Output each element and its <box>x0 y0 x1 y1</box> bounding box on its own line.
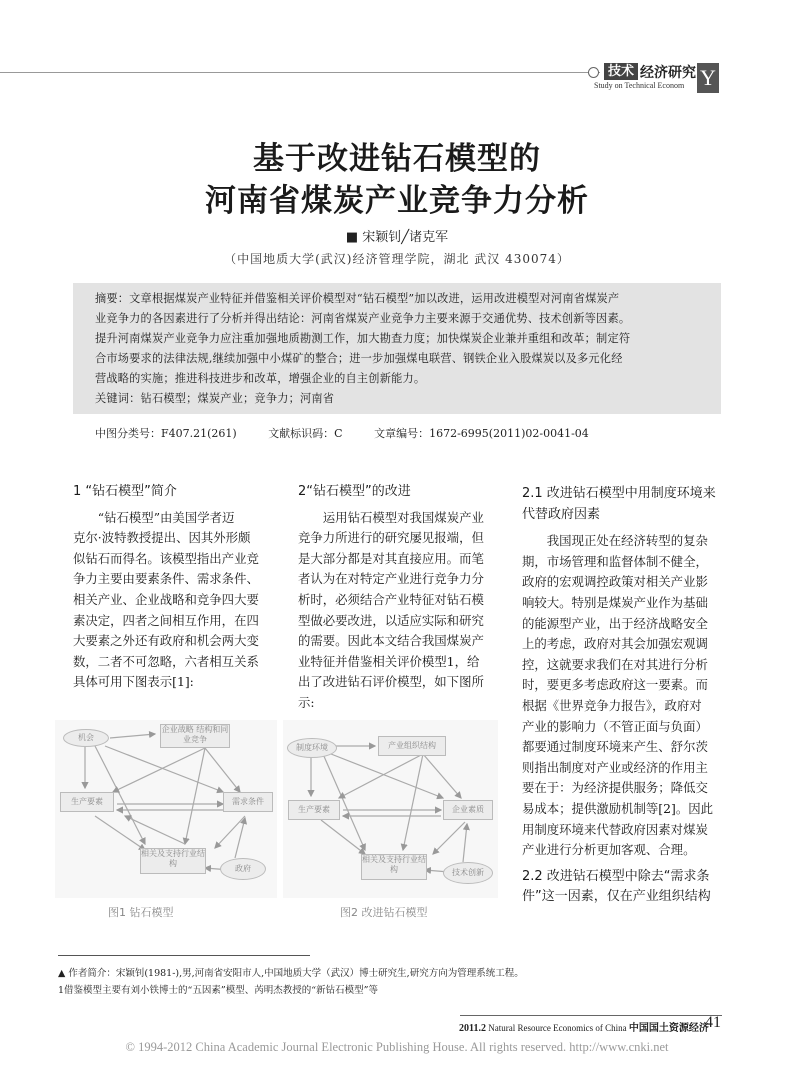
body-line: 者认为在对特定产业进行竞争力分 <box>298 571 484 587</box>
section-heading-2-1-cont: 代替政府因素 <box>522 506 601 522</box>
header-letter-badge: Y <box>697 63 719 93</box>
body-line: 竞争力所进行的研究屡见报端，但 <box>298 530 484 546</box>
body-line: 用制度环境来代替政府因素对煤炭 <box>522 821 708 837</box>
figure-2-improved-model <box>283 720 498 898</box>
footer-issue: 2011.2 <box>459 1023 486 1034</box>
body-line: 政府的宏观调控政策对相关产业影 <box>522 574 708 590</box>
affiliation: （中国地质大学(武汉)经济管理学院，湖北 武汉 430074） <box>224 252 570 266</box>
body-line: 是大部分都是对其直接应用。而笔 <box>298 550 484 566</box>
body-line: 响较大。特别是煤炭产业作为基础 <box>522 594 708 610</box>
body-line: 出了改进钻石评价模型，如下图所 <box>298 674 484 690</box>
clc-number: 中图分类号：F407.21(261) <box>95 427 237 440</box>
paper-title-line2: 河南省煤炭产业竞争力分析 <box>205 183 589 219</box>
abstract-line: 摘要：文章根据煤炭产业特征并借鉴相关评价模型对“钻石模型”加以改进，运用改进模型对河南省煤炭产 <box>95 292 620 305</box>
keywords: 关键词：钻石模型；煤炭产业；竞争力；河南省 <box>95 392 335 405</box>
footnote-rule <box>58 955 310 956</box>
body-line: 时，要更多考虑政府这一要素。而 <box>522 677 708 693</box>
body-line: 示: <box>298 694 315 710</box>
abstract-line: 提升河南煤炭产业竞争力应注重加强地质勘测工作，加大勘查力度；加快煤炭企业兼并重组和改革；制定符 <box>95 332 631 345</box>
body-line: “钻石模型”由美国学者迈 <box>97 509 235 525</box>
body-line: 数，二者不可忽略，六者相互关系 <box>73 653 259 669</box>
abstract-line: 合市场要求的法律法规,继续加强中小煤矿的整合；进一步加强煤电联营、钢铁企业入股煤炭以及多元化经 <box>95 352 623 365</box>
body-line: 具体可用下图表示[1]: <box>73 674 194 690</box>
node-tech-innovation: 技术创新 <box>443 862 493 884</box>
body-line: 都要通过制度环境来产生、舒尔茨 <box>522 739 708 755</box>
body-line: 相关产业、企业战略和竞争四大要 <box>73 591 259 607</box>
copyright-watermark: © 1994-2012 China Academic Journal Electronic Publishing House. All rights reserved. http://www.cnki.net <box>125 1040 669 1054</box>
section-heading-2-2-cont: 件”这一因素，仅在产业组织结构 <box>522 889 711 905</box>
body-line: 素决定，四者之间相互作用，在四 <box>73 612 259 628</box>
body-line: 的需要。因此本文结合我国煤炭产 <box>298 633 484 649</box>
column-2 <box>298 482 508 714</box>
node-government: 政府 <box>220 858 266 880</box>
column-1 <box>73 482 283 693</box>
footer-journal-english: Natural Resource Economics of China <box>488 1023 627 1033</box>
body-line: 产业的影响力（不管正面与负面） <box>522 718 708 734</box>
column-3 <box>522 484 732 908</box>
page-number: 41 <box>705 1014 721 1031</box>
node-factor: 生产要素 <box>288 800 340 820</box>
section-heading-1: 1 “钻石模型”简介 <box>73 484 177 499</box>
header-section-label: 技术 <box>604 63 638 80</box>
footnote-1: 1借鉴模型主要有刘小铁博士的“五因素”模型、芮明杰教授的“新钻石模型”等 <box>58 985 378 996</box>
body-line: 争力主要由要素条件、需求条件、 <box>73 571 259 587</box>
node-related: 相关及支持行业结构 <box>361 854 427 880</box>
node-strategy: 企业战略 结构和同业竞争 <box>160 724 230 748</box>
body-line: 大要素之外还有政府和机会两大变 <box>73 633 259 649</box>
body-line: 克尔·波特教授提出、因其外形颇 <box>73 530 251 546</box>
section-heading-2: 2“钻石模型”的改进 <box>298 484 411 499</box>
body-line: 似钻石而得名。该模型指出产业竞 <box>73 550 259 566</box>
author-note: ▲ 作者简介：宋颖钊(1981-),男,河南省安阳市人,中国地质大学（武汉）博士研究生,研究方向为管理系统工程。 <box>58 968 524 979</box>
abstract-line: 业竞争力的各因素进行了分析并得出结论：河南省煤炭产业竞争力主要来源于交通优势、技术创新等因素。 <box>95 312 631 325</box>
node-institution: 制度环境 <box>287 738 337 758</box>
article-number: 文章编号：1672-6995(2011)02-0041-04 <box>374 427 589 440</box>
node-industry-org: 产业组织结构 <box>378 736 446 756</box>
node-factor: 生产要素 <box>60 792 114 812</box>
node-related: 相关及支持行业结构 <box>140 848 206 874</box>
body-line: 运用钻石模型对我国煤炭产业 <box>322 509 484 525</box>
authors: ■ 宋颖钊╱诸克军 <box>345 230 449 245</box>
body-line: 产业进行分析更加客观、合理。 <box>522 842 696 858</box>
classification-line <box>95 425 589 441</box>
body-line: 上的考虑，政府对其会加强宏观调 <box>522 636 708 652</box>
body-line: 型做必要改进，以适应实际和研究 <box>298 612 484 628</box>
header-rule <box>0 72 600 73</box>
body-line: 易成本；提供激励机制等[2]。因此 <box>522 800 714 816</box>
node-enterprise-quality: 企业素质 <box>443 800 493 820</box>
body-line: 我国现正处在经济转型的复杂 <box>546 533 708 549</box>
figure-2-caption: 图2 改进钻石模型 <box>340 906 428 919</box>
node-demand: 需求条件 <box>223 792 273 812</box>
abstract-line: 营战略的实施；推进科技进步和改革，增强企业的自主创新能力。 <box>95 372 426 385</box>
figure-1-caption: 图1 钻石模型 <box>108 906 174 919</box>
body-line: 的能源型产业，出于经济战略安全 <box>522 615 708 631</box>
figure-1-diamond-model <box>55 720 277 898</box>
footer-journal-chinese: 中国国土资源经济 <box>628 1023 709 1034</box>
body-line: 根据《世界竞争力报告》，政府对 <box>522 697 702 713</box>
section-heading-2-1: 2.1 改进钻石模型中用制度环境来 <box>522 486 716 501</box>
body-line: 控，这就要求我们在对其进行分析 <box>522 656 708 672</box>
body-line: 则指出制度对产业或经济的作用主 <box>522 759 708 775</box>
footer-journal-info <box>459 1019 709 1034</box>
body-line: 要在于：为经济提供服务；降低交 <box>522 780 708 796</box>
header-circle-ornament <box>588 67 599 78</box>
node-chance: 机会 <box>63 729 109 747</box>
header-journal-name: 经济研究 <box>640 65 696 81</box>
document-code: 文献标识码：C <box>268 427 343 440</box>
footer-rule <box>460 1015 722 1016</box>
body-line: 析时，必须结合产业特征对钻石模 <box>298 591 484 607</box>
paper-title-line1: 基于改进钻石模型的 <box>253 141 541 177</box>
header-journal-english: Study on Technical Econom <box>594 81 685 90</box>
body-line: 期，市场管理和监督体制不健全， <box>522 553 708 569</box>
body-line: 业特征并借鉴相关评价模型1，给 <box>298 653 480 669</box>
section-heading-2-2: 2.2 改进钻石模型中除去“需求条 <box>522 868 710 884</box>
